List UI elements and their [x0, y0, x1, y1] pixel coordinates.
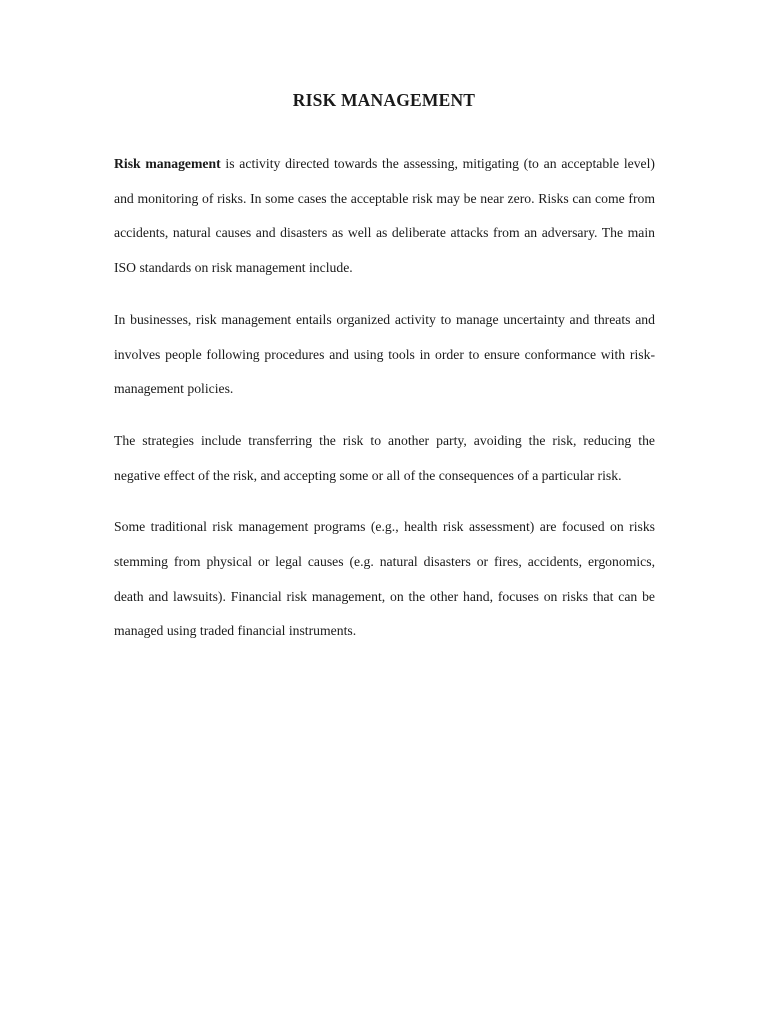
document-body — [114, 147, 655, 666]
paragraph-1-lead-term: Risk management — [114, 156, 221, 171]
document-title: RISK MANAGEMENT — [292, 90, 476, 110]
paragraph-4 — [114, 510, 655, 649]
paragraph-2 — [114, 303, 655, 407]
paragraph-1-text: is activity directed towards the assessing, mitigating (to an acceptable level) and monitoring of risks. In some cases the acceptable risk may be near zero. Risks can come from accidents, natural causes and disasters as well as deliberate attacks from an adversary. The main ISO standards on risk management include. — [114, 156, 655, 276]
paragraph-3 — [114, 424, 655, 493]
paragraph-3-text: The strategies include transferring the risk to another party, avoiding the risk, reducing the negative effect of the risk, and accepting some or all of the consequences of a particular risk. — [114, 432, 655, 483]
paragraph-4-text: Some traditional risk management programs (e.g., health risk assessment) are focused on risks stemming from physical or legal causes (e.g. natural disasters or fires, accidents, ergonomics, death and lawsuits). Financial risk management, on the other hand, focuses on risks that can be managed using traded financial instruments. — [114, 519, 655, 639]
paragraph-1 — [114, 147, 655, 286]
paragraph-2-text: In businesses, risk management entails organized activity to manage uncertainty and threats and involves people following procedures and using tools in order to ensure conformance with risk-management policies. — [114, 311, 655, 397]
